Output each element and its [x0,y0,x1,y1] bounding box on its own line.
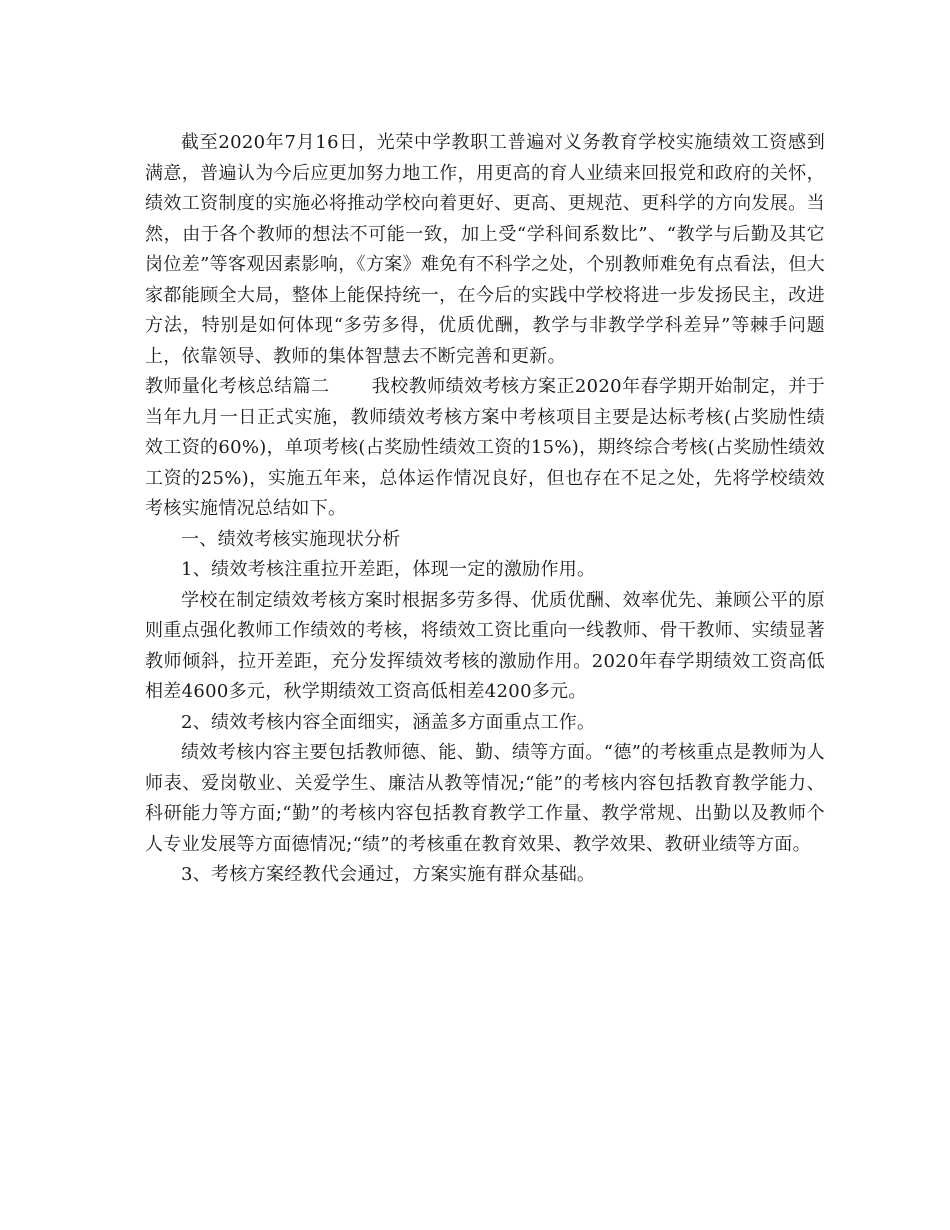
subheading-point-3: 3、考核方案经教代会通过，方案实施有群众基础。 [181,864,596,885]
paragraph-satisfaction-summary: 截至2020年7月16日，光荣中学教职工普遍对义务教育学校实施绩效工资感到满意，普遍认为今后应更加努力地工作，用更高的育人业绩来回报党和政府的关怀，绩效工资制度的实施必将推动学校向着更好、更高、更规范、更科学的方向发展。当然，由于各个教师的想法不可能一致，加上受“学科间系数比”、“教学与后勤及其它岗位差”等客观因素影响，《方案》难免有不科学之处，个别教师难免有点看法，但大家都能顾全大局，整体上能保持统一，在今后的实践中学校将进一步发扬民主，改进方法，特别是如何体现“多劳多得，优质优酬，教学与非教学学科差异”等棘手问题上，依靠领导、教师的集体智慧去不断完善和更新。 [145,132,825,367]
subheading-point-2: 2、绩效考核内容全面细实，涵盖多方面重点工作。 [181,711,596,733]
section-two-text: 我校教师绩效考核方案正2020年春学期开始制定，并于当年九月一日正式实施，教师绩效考核方案中考核项目主要是达标考核(占奖励性绩效工资的60%)，单项考核(占奖励性绩效工资的15%)，期终综合考核(占奖励性绩效工资的25%)，实施五年来，总体运作情况良好，但也存在不足之处，先将学校绩效考核实施情况总结如下。 [145,376,826,519]
document-body [145,128,825,891]
paragraph-incentive: 学校在制定绩效考核方案时根据多劳多得、优质优酬、效率优先、兼顾公平的原则重点强化教师工作绩效的考核，将绩效工资比重向一线教师、骨干教师、实绩显著教师倾斜，拉开差距，充分发挥绩效考核的激励作用。2020年春学期绩效工资高低相差4600多元，秋学期绩效工资高低相差4200多元。 [145,589,825,702]
paragraph-assessment-content: 绩效考核内容主要包括教师德、能、勤、绩等方面。“德”的考核重点是教师为人师表、爱岗敬业、关爱学生、廉洁从教等情况;“能”的考核内容包括教育教学能力、科研能力等方面;“勤”的考核内容包括教育教学工作量、教学常规、出勤以及教师个人专业发展等方面德情况;“绩”的考核重在教育效果、教学效果、教研业绩等方面。 [145,742,825,855]
section-heading: 教师量化考核总结篇二 [145,376,330,397]
heading-analysis: 一、绩效考核实施现状分析 [181,528,401,550]
subheading-point-1: 1、绩效考核注重拉开差距，体现一定的激励作用。 [181,559,596,580]
paragraph-section-two [145,372,825,525]
